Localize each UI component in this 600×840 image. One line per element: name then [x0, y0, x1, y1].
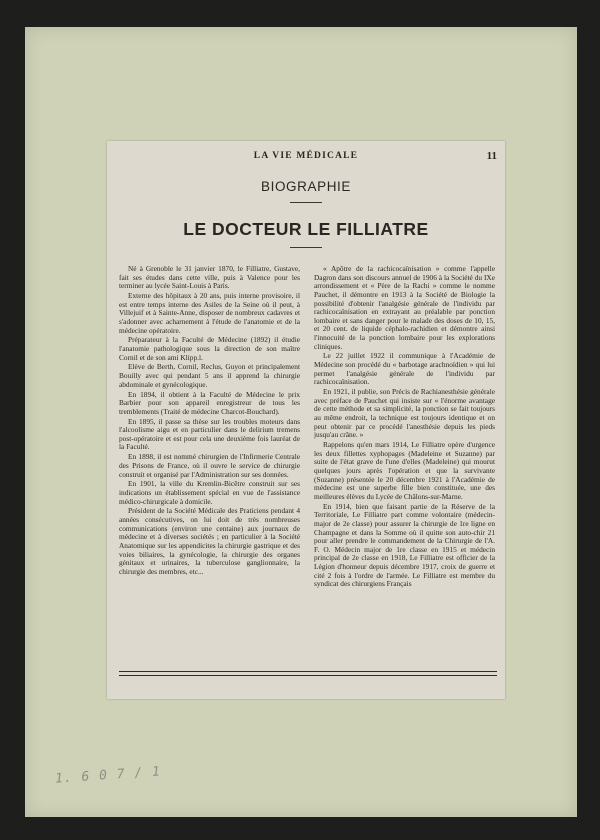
paragraph: En 1914, bien que faisant partie de la Réserve de la Territoriale, Le Filliatre part comme volontaire (médecin-major de 2e classe) pour assurer la chirurgie de 1re ligne en Champagne et dans la Somme où il quitte son auto-chir 21 pour aller prendre le commandement de la Chirurgie de l'A. F. O. Médecin major de 1re classe en 1915 et médecin principal de 2e classe en 1918, Le Filliatre est officier de la Légion d'honneur depuis décembre 1917, croix de guerre et cité 2 fois à l'ordre de l'armée. Le Filliatre est membre du syndicat des chirurgiens Français [314, 501, 495, 589]
column-left [119, 265, 300, 668]
paragraph: Rappelons qu'en mars 1914, Le Filliatre opère d'urgence les deux fillettes xyphopages (Madeleine et Suzanne) par suite de l'état grave de l'une d'elles (Madeleine) qui mourut quelques jours après l'opération et que la survivante (Suzanne) présentée le 20 décembre 1921 à l'Académie de médecine est une superbe fille bien constituée, une des meilleures élèves du Lycée de Châlons-sur-Marne. [314, 440, 495, 501]
paragraph: En 1898, il est nommé chirurgien de l'Infirmerie Centrale des Prisons de France, où il ouvre le service de chirurgie construit et organisé par l'Administration sur ses données. [119, 452, 300, 479]
paragraph: Préparateur à la Faculté de Médecine (1892) il étudie l'anatomie pathologique sous la direction de son maître Cornil et de son ami Klipp.l. [119, 335, 300, 362]
paragraph: En 1921, il publie, son Précis de Rachianesthésie générale avec préface de Pauchet qui insiste sur « l'énorme avantage de cette méthode et sa simplicité, la ponction se fait toujours au même endroit, la technique est toujours identique et on peut obtenir par ce procédé l'anesthésie depuis les pieds jusqu'au crâne. » [314, 387, 495, 440]
paragraph: « Apôtre de la rachicocaïnisation » comme l'appelle Dagron dans son discours annuel de 1906 à la Société du IXe arrondissement et « Père de la Rachi » comme le nomme Pauchet, il démontre en 1913 à la Société de Biologie la possibilité d'obtenir l'analgésie générale de l'individu par rachicocaïnisation en extrayant au préalable par ponction lombaire et sans danger pour le malade des doses de 10, 15, et 20 cent. de liquide céphalo-rachidien et démontre ainsi l'innocuité de la ponction lombaire pour les explorations cliniques. [314, 265, 495, 351]
paragraph: En 1894, il obtient à la Faculté de Médecine le prix Barbier pour son appareil enregistreur de tous les tremblements (Traité de médecine Charcot-Bouchard). [119, 389, 300, 416]
footer-rule-thin [119, 675, 497, 676]
pencil-inventory-note: 1. 6 0 7 / 1 [54, 764, 162, 787]
footer-rule-thick [119, 671, 497, 672]
paragraph: En 1895, il passe sa thèse sur les troubles moteurs dans l'alcoolisme aigu et en particulier dans le delirium tremens post-opératoire et est pour cela une deuxième fois lauréat de la Faculté. [119, 416, 300, 452]
paragraph: Né à Grenoble le 31 janvier 1870, le Filliatre, Gustave, fait ses études dans cette ville, puis à Valence pour les terminer au lycée Saint-Louis à Paris. [119, 265, 300, 291]
paragraph: Elève de Berth, Cornil, Reclus, Guyon et principalement Bouilly avec qui pendant 5 ans il apprend la chirurgie abdominale et gynécologique. [119, 362, 300, 389]
article-body [119, 265, 495, 668]
running-header [107, 151, 505, 165]
section-divider [290, 202, 322, 203]
journal-name: LA VIE MÉDICALE [253, 151, 359, 161]
paragraph: En 1901, la ville du Kremlin-Bicêtre construit sur ses indications un établissement spécial en vue de l'assistance médico-chirurgicale à domicile. [119, 479, 300, 506]
page-number: 11 [486, 150, 497, 162]
title-divider [290, 247, 322, 248]
column-right [314, 265, 495, 668]
section-title: BIOGRAPHIE [260, 179, 352, 194]
paragraph: Externe des hôpitaux à 20 ans, puis interne provisoire, il est entre temps interne des Asiles de la Seine où il peut, à Villejuif et à Sainte-Anne, disposer de nombreux cadavres et s'adonner avec acharnement à l'étude de l'anatomie et de la médecine opératoire. [119, 291, 300, 335]
newspaper-clipping [107, 141, 505, 699]
paragraph: Président de la Société Médicale des Praticiens pendant 4 années consécutives, on lui doit de très nombreuses communications (environ une centaine) aux journaux de médecine et à diverses sociétés ; en particulier à la Société Anatomique sur les appendicites la chirurgie gastrique et des voies biliaires, la gynécologie, la chirurgie des organes génitaux et urinaires, la tuberculose ganglionnaire, la chirurgie des membres, etc... [119, 506, 300, 576]
article-title: LE DOCTEUR LE FILLIATRE [183, 219, 429, 239]
paragraph: Le 22 juillet 1922 il communique à l'Académie de Médecine son procédé du « barbotage arachnoïdien » qui lui permet l'analgésie générale de l'individu par rachicocaïnisation. [314, 351, 495, 387]
